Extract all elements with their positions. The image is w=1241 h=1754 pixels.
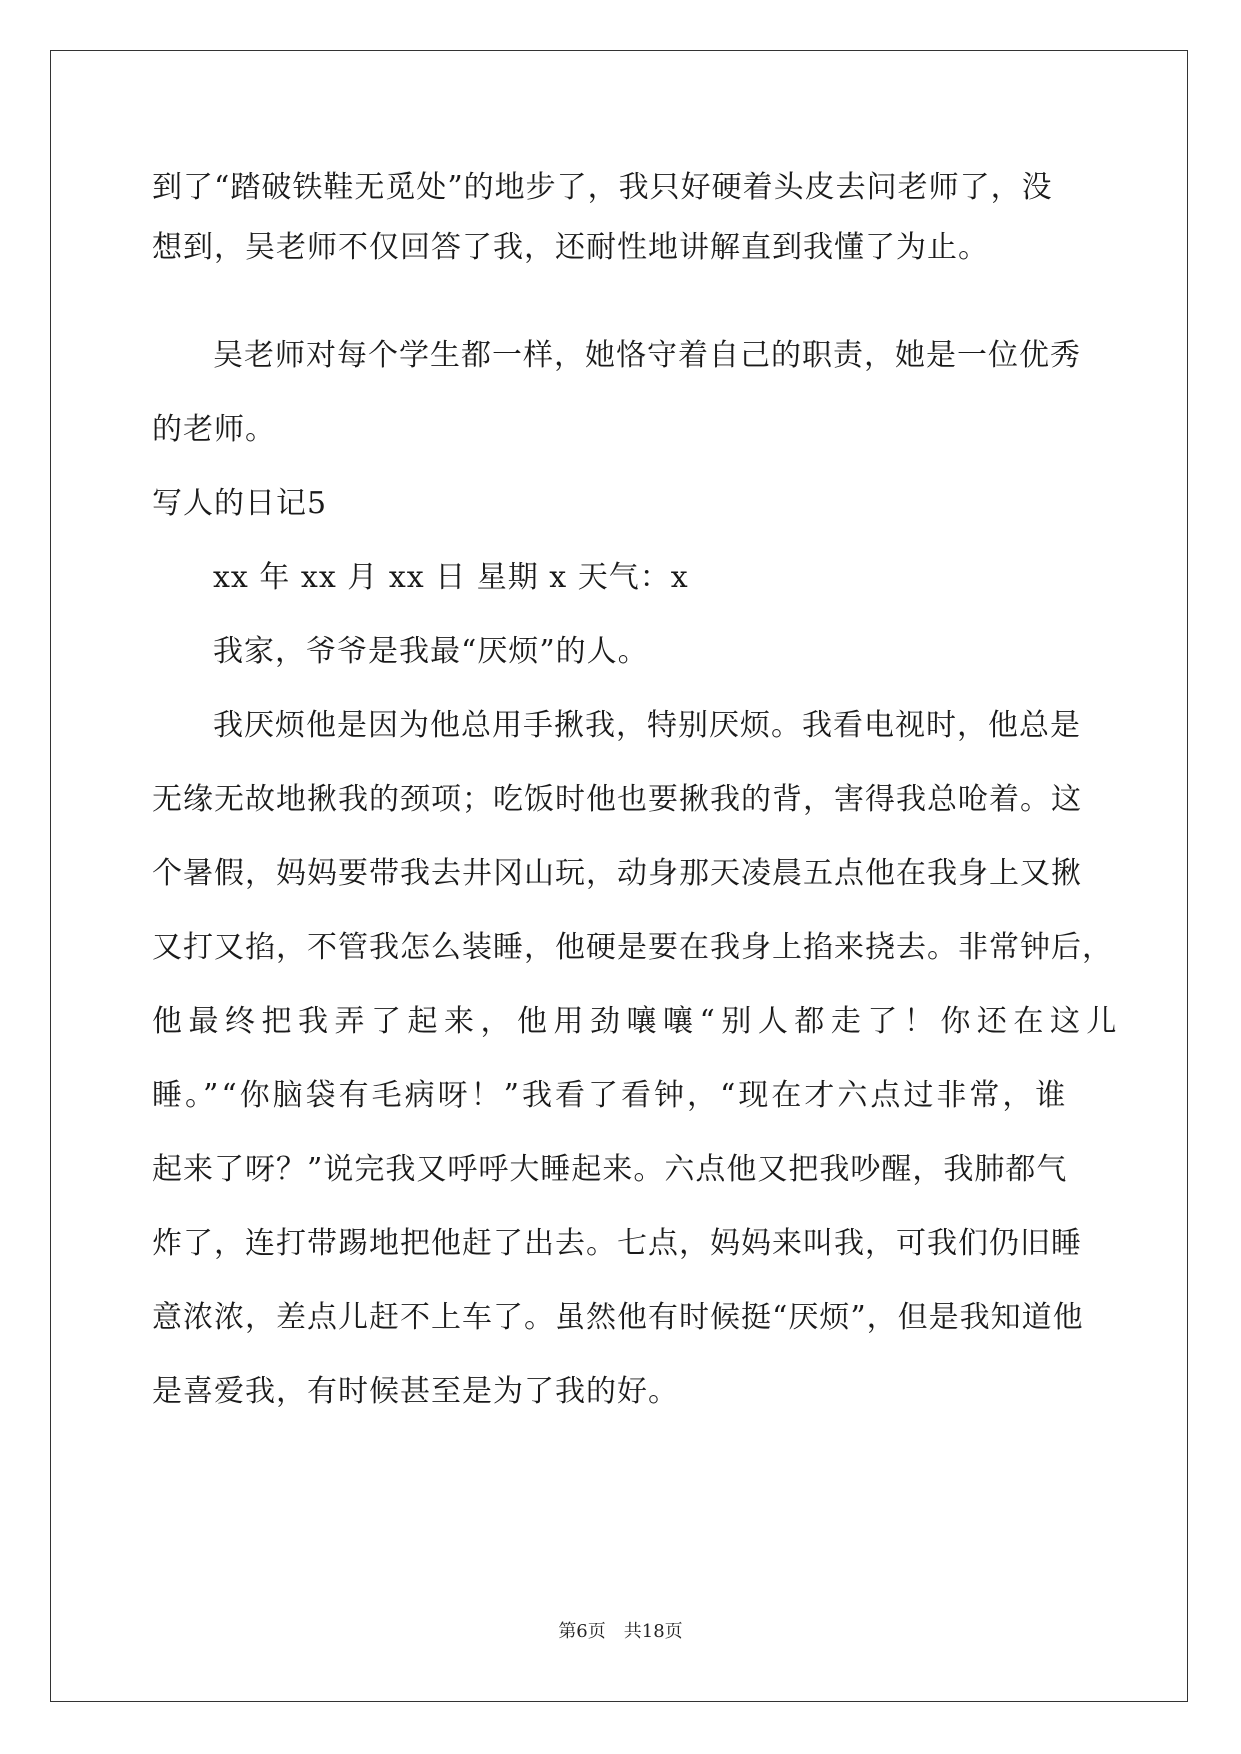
text-line-9: 无缘无故地揪我的颈项；吃饭时他也要揪我的背，害得我总呛着。这 — [152, 782, 1082, 817]
text-line-14: 起来了呀？”说完我又呼呼大睡起来。六点他又把我吵醒，我肺都气 — [152, 1152, 1068, 1187]
text-line-16: 意浓浓，差点儿赶不上车了。虽然他有时候挺“厌烦”，但是我知道他 — [152, 1300, 1084, 1335]
text-line-17: 是喜爱我，有时候甚至是为了我的好。 — [152, 1374, 679, 1409]
text-line-13: 睡。”“你脑袋有毛病呀！”我看了看钟，“现在才六点过非常，谁 — [152, 1078, 1069, 1113]
page-total: 共18页 — [623, 1621, 683, 1642]
text-line-3: 吴老师对每个学生都一样，她恪守着自己的职责，她是一位优秀 — [213, 338, 1081, 373]
text-line-8: 我厌烦他是因为他总用手揪我，特别厌烦。我看电视时，他总是 — [213, 708, 1081, 743]
text-line-12: 他最终把我弄了起来，他用劲嚷嚷“别人都走了！你还在这儿 — [152, 1004, 1123, 1039]
page-footer — [0, 1620, 1241, 1644]
section-heading: 写人的日记5 — [152, 486, 328, 521]
text-line-10: 个暑假，妈妈要带我去井冈山玩，动身那天凌晨五点他在我身上又揪 — [152, 856, 1082, 891]
text-line-1: 到了“踏破铁鞋无觅处”的地步了，我只好硬着头皮去问老师了，没 — [152, 170, 1053, 205]
page-number: 第6页 — [558, 1621, 606, 1642]
text-line-7: 我家，爷爷是我最“厌烦”的人。 — [213, 634, 649, 669]
text-line-2: 想到，吴老师不仅回答了我，还耐性地讲解直到我懂了为止。 — [152, 230, 989, 265]
text-line-15: 炸了，连打带踢地把他赶了出去。七点，妈妈来叫我，可我们仍旧睡 — [152, 1226, 1082, 1261]
date-line: xx 年 xx 月 xx 日 星期 x 天气：x — [213, 560, 689, 595]
text-line-11: 又打又掐，不管我怎么装睡，他硬是要在我身上掐来挠去。非常钟后， — [152, 930, 1113, 965]
text-line-4: 的老师。 — [152, 412, 276, 447]
